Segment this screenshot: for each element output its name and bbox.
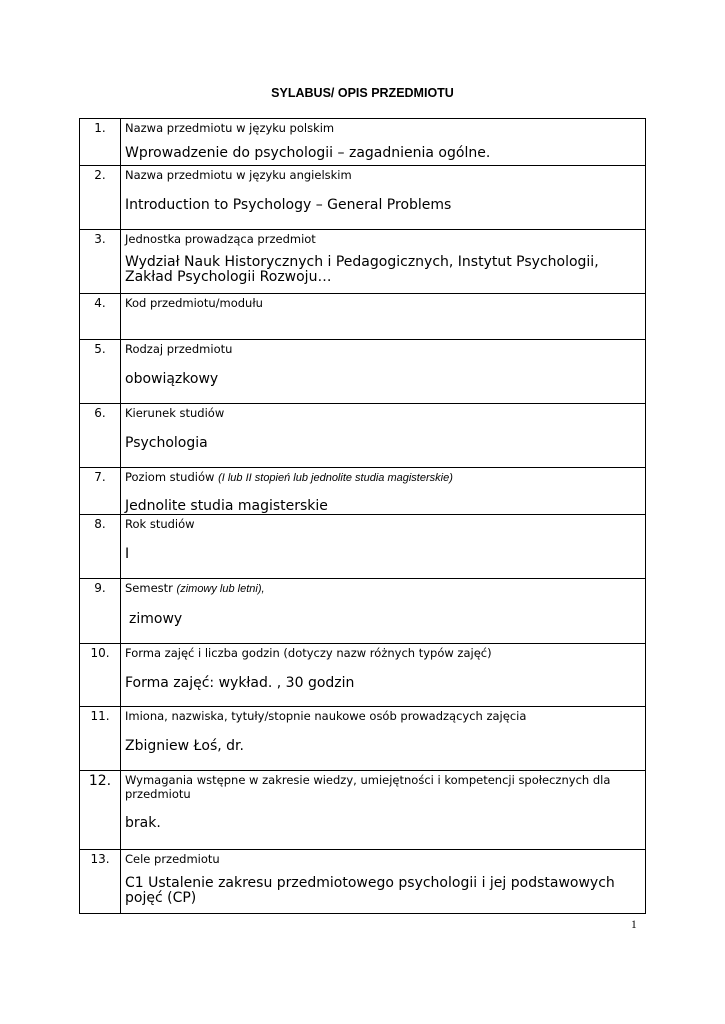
table-row <box>80 771 646 850</box>
table-row <box>80 404 646 468</box>
row-number: 4. <box>80 294 121 340</box>
row-content <box>121 166 646 230</box>
table-row <box>80 294 646 340</box>
field-label: Nazwa przedmiotu w języku angielskim <box>125 168 352 182</box>
row-number: 12. <box>80 771 121 850</box>
row-content <box>121 579 646 644</box>
table-row <box>80 579 646 644</box>
field-label-text: Semestr <box>125 581 173 595</box>
field-value: Wprowadzenie do psychologii – zagadnienia ogólne. <box>125 145 491 161</box>
field-label: Rodzaj przedmiotu <box>125 342 233 356</box>
table-row <box>80 166 646 230</box>
field-label-text: Poziom studiów <box>125 470 215 484</box>
row-number: 10. <box>80 644 121 707</box>
row-number: 2. <box>80 166 121 230</box>
row-content <box>121 119 646 166</box>
page-number: 1 <box>631 919 637 931</box>
document-title: SYLABUS/ OPIS PRZEDMIOTU <box>271 86 454 100</box>
field-value: obowiązkowy <box>125 371 219 387</box>
row-content <box>121 515 646 579</box>
field-label: Kierunek studiów <box>125 406 225 420</box>
table-row <box>80 644 646 707</box>
row-number: 8. <box>80 515 121 579</box>
field-value: brak. <box>125 815 161 831</box>
table-row <box>80 119 646 166</box>
row-number: 1. <box>80 119 121 166</box>
field-label: Jednostka prowadząca przedmiot <box>125 232 316 246</box>
row-content <box>121 404 646 468</box>
field-value: Forma zajęć: wykład. , 30 godzin <box>125 675 355 691</box>
field-value: Introduction to Psychology – General Problems <box>125 197 452 213</box>
field-value: zimowy <box>129 611 183 627</box>
field-hint: (I lub II stopień lub jednolite studia magisterskie) <box>218 472 453 484</box>
field-label: Kod przedmiotu/modułu <box>125 296 263 310</box>
field-value: Jednolite studia magisterskie <box>125 498 328 514</box>
field-label <box>125 580 639 596</box>
row-content <box>121 850 646 914</box>
field-label: Imiona, nazwiska, tytuły/stopnie naukowe osób prowadzących zajęcia <box>125 709 527 723</box>
field-label: Nazwa przedmiotu w języku polskim <box>125 121 335 135</box>
field-label: Forma zajęć i liczba godzin (dotyczy nazw różnych typów zajęć) <box>125 646 492 660</box>
row-content <box>121 468 646 515</box>
row-number: 7. <box>80 468 121 515</box>
row-content <box>121 340 646 404</box>
field-label: Rok studiów <box>125 517 195 531</box>
table-row <box>80 230 646 294</box>
table-row <box>80 340 646 404</box>
field-value: C1 Ustalenie zakresu przedmiotowego psychologii i jej podstawowych pojęć (CP) <box>125 875 615 906</box>
field-label: Wymagania wstępne w zakresie wiedzy, umiejętności i kompetencji społecznych dla przedmiotu <box>125 773 611 801</box>
table-row <box>80 707 646 771</box>
row-number: 9. <box>80 579 121 644</box>
row-number: 6. <box>80 404 121 468</box>
field-label <box>125 469 639 485</box>
field-label: Cele przedmiotu <box>125 852 220 866</box>
row-number: 13. <box>80 850 121 914</box>
syllabus-table <box>79 118 646 914</box>
field-value: Wydział Nauk Historycznych i Pedagogicznych, Instytut Psychologii, Zakład Psychologii Rozwoju… <box>125 254 599 285</box>
row-number: 11. <box>80 707 121 771</box>
table-row <box>80 468 646 515</box>
row-content <box>121 707 646 771</box>
row-content <box>121 644 646 707</box>
row-content <box>121 294 646 340</box>
field-value: I <box>125 546 130 562</box>
row-content <box>121 771 646 850</box>
field-hint: (zimowy lub letni), <box>176 583 265 595</box>
row-number: 5. <box>80 340 121 404</box>
row-content <box>121 230 646 294</box>
field-value: Zbigniew Łoś, dr. <box>125 738 244 754</box>
row-number: 3. <box>80 230 121 294</box>
table-row <box>80 850 646 914</box>
table-row <box>80 515 646 579</box>
field-value: Psychologia <box>125 435 208 451</box>
